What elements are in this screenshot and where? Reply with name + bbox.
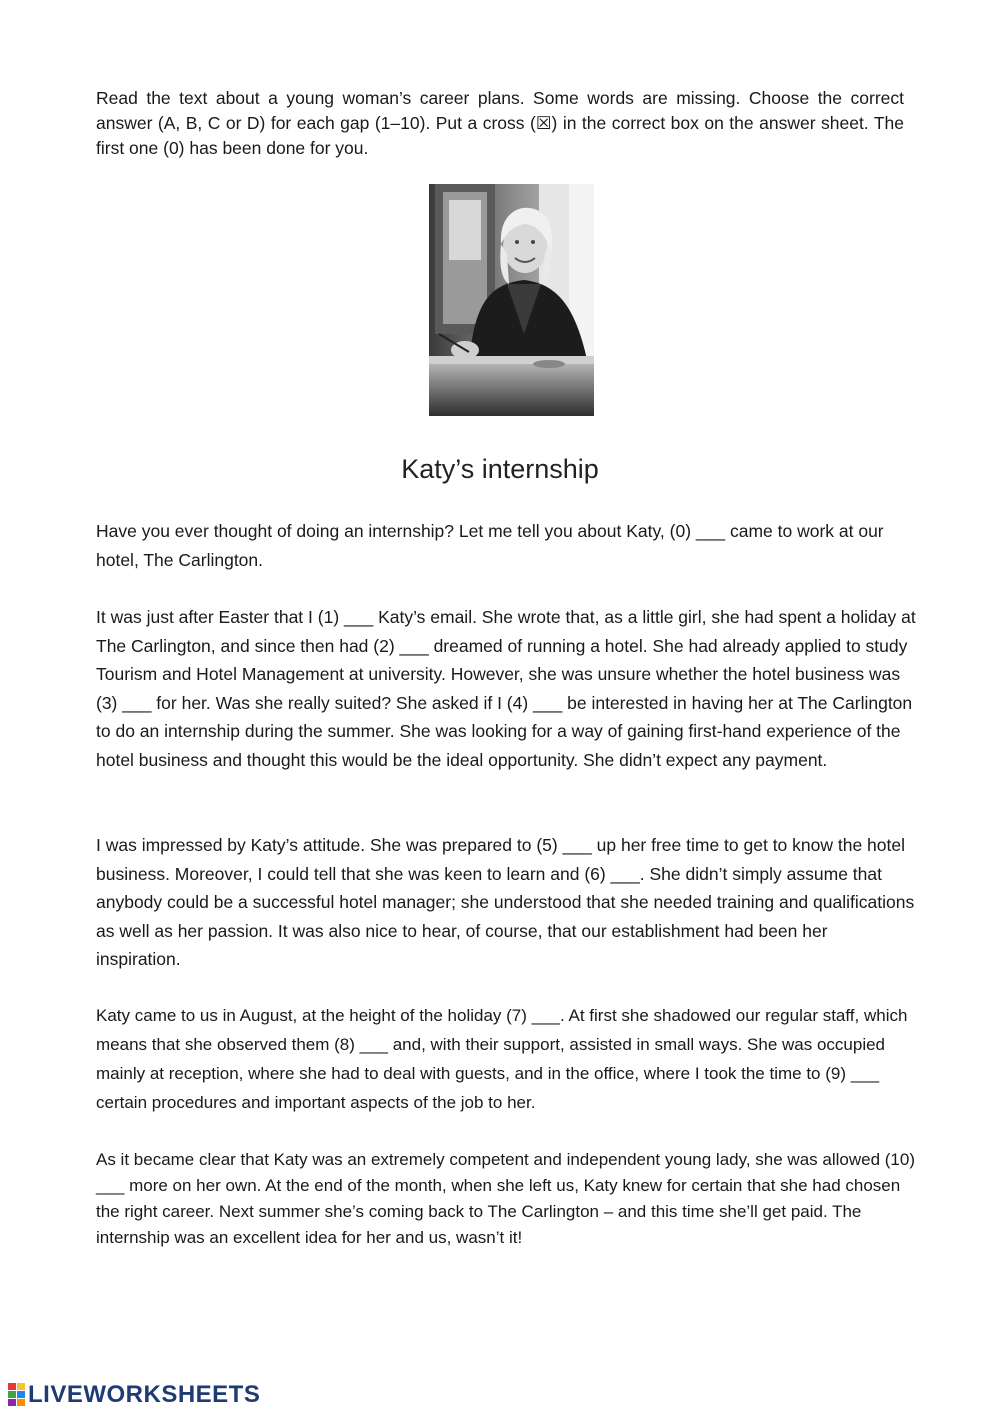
paragraph-august: Katy came to us in August, at the height of the holiday (7) ___. At first she shadowed our regular staff, which means that she observed them (8) ___ and, with their support, assisted in small ways. She was occupied mainly at reception, where she had to deal with guests, and in the office, where I took the time to (9) ___ certain procedures and important aspects of the job to her. [96, 1006, 908, 1112]
liveworksheets-cubes-icon [8, 1383, 26, 1407]
logo-text: LIVEWORKSHEETS [28, 1381, 261, 1408]
photo-woman-at-desk [429, 184, 594, 416]
logo-cube [17, 1383, 25, 1390]
paragraph-intro: Have you ever thought of doing an internship? Let me tell you about Katy, (0) ___ came to work at our hotel, The Carlington. [96, 521, 884, 570]
logo-cube [8, 1383, 16, 1390]
logo-cube [17, 1399, 25, 1406]
page-title: Katy’s internship [401, 454, 599, 484]
paragraph-conclusion: As it became clear that Katy was an extremely competent and independent young lady, she was allowed (10) ___ more on her own. At the end of the month, when she left us, Katy knew for certain that she had chosen the right career. Next summer she’s coming back to The Carlington – and this time she’ll get paid. The internship was an excellent idea for her and us, wasn’t it! [96, 1150, 915, 1247]
logo-cube [17, 1391, 25, 1398]
logo-cube [8, 1399, 16, 1406]
instructions-text: Read the text about a young woman’s career plans. Some words are missing. Choose the correct answer (A, B, C or D) for each gap (1–10). Put a cross (☒) in the correct box on the answer sheet. The first one (0) has been done for you. [96, 88, 904, 158]
paragraph-attitude: I was impressed by Katy’s attitude. She was prepared to (5) ___ up her free time to get to know the hotel business. Moreover, I could tell that she was keen to learn and (6) ___. She didn’t simply assume that anybody could be a successful hotel manager; she understood that she needed training and qualifications as well as her passion. It was also nice to hear, of course, that our establishment had been her inspiration. [96, 835, 915, 970]
logo-cube [8, 1391, 16, 1398]
paragraph-email: It was just after Easter that I (1) ___ Katy’s email. She wrote that, as a little girl, she had spent a holiday at The Carlington, and since then had (2) ___ dreamed of running a hotel. She had already applied to study Tourism and Hotel Management at university. However, she was unsure whether the hotel business was (3) ___ for her. Was she really suited? She asked if I (4) ___ be interested in having her at The Carlington to do an internship during the summer. She was looking for a way of gaining first-hand experience of the hotel business and thought this would be the ideal opportunity. She didn’t expect any payment. [96, 607, 916, 770]
liveworksheets-logo[interactable] [8, 1380, 260, 1410]
